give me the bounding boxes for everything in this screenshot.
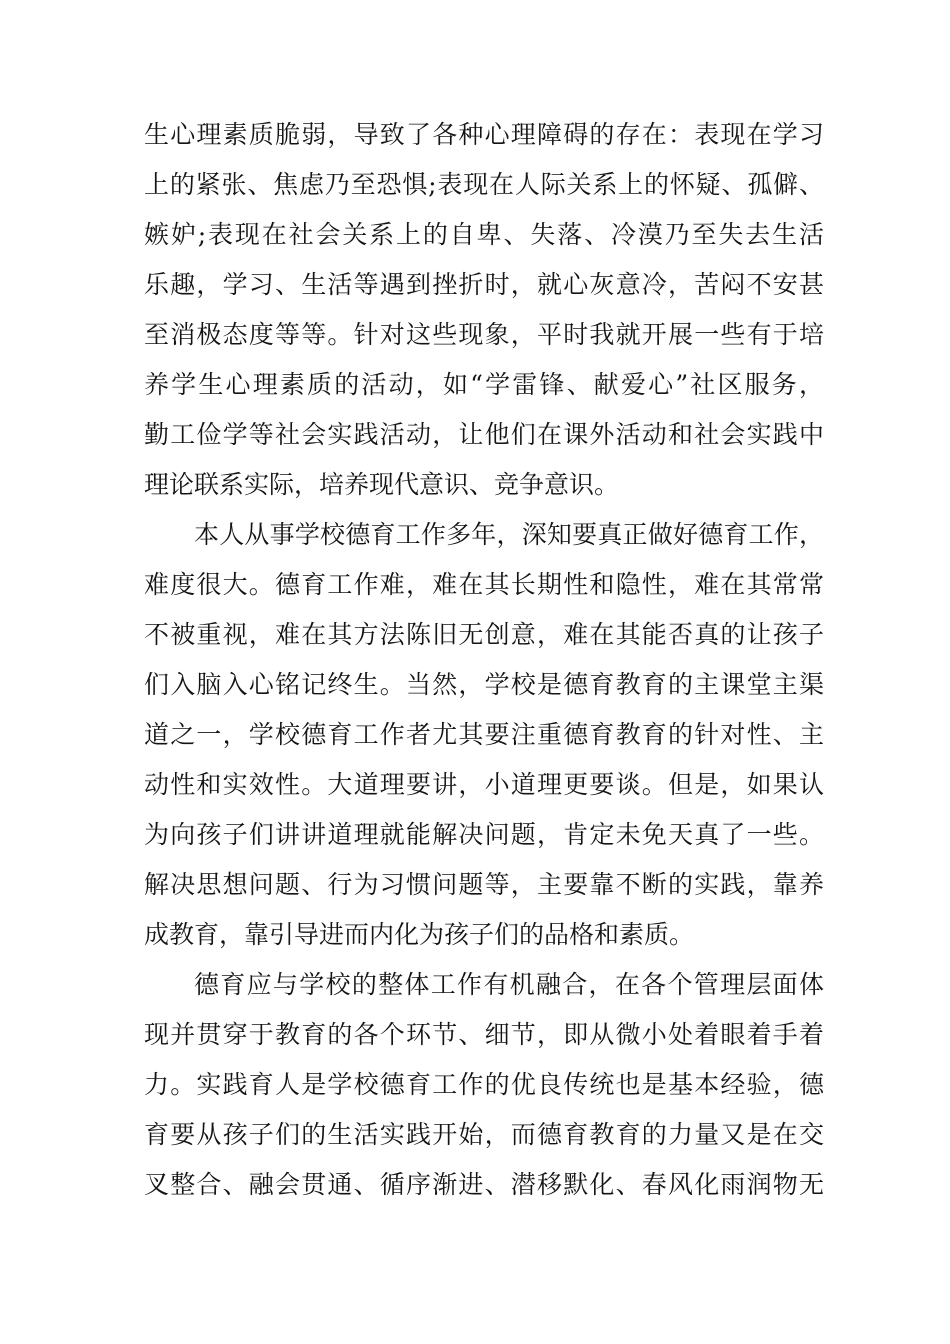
text-line: 育要从孩子们的生活实践开始，而德育教育的力量又是在交 (144, 1120, 824, 1149)
text-line: 解决思想问题、行为习惯问题等，主要靠不断的实践，靠养 (144, 870, 824, 899)
text-line: 养学生心理素质的活动，如“学雷锋、献爱心”社区服务， (144, 370, 824, 399)
text-line: 至消极态度等等。针对这些现象，平时我就开展一些有于培 (144, 320, 824, 349)
text-line: 上的紧张、焦虑乃至恐惧;表现在人际关系上的怀疑、孤僻、 (144, 170, 824, 199)
text-line: 现并贯穿于教育的各个环节、细节，即从微小处着眼着手着 (144, 1020, 824, 1049)
text-line: 为向孩子们讲讲道理就能解决问题，肯定未免天真了一些。 (144, 820, 824, 849)
text-line: 乐趣，学习、生活等遇到挫折时，就心灰意冷，苦闷不安甚 (144, 270, 824, 299)
text-line: 们入脑入心铭记终生。当然，学校是德育教育的主课堂主渠 (144, 670, 824, 699)
text-line: 道之一，学校德育工作者尤其要注重德育教育的针对性、主 (144, 720, 824, 749)
text-line: 成教育，靠引导进而内化为孩子们的品格和素质。 (144, 920, 695, 949)
text-line: 勤工俭学等社会实践活动，让他们在课外活动和社会实践中 (144, 420, 824, 449)
text-line: 力。实践育人是学校德育工作的优良传统也是基本经验，德 (144, 1070, 824, 1099)
document-body (144, 110, 824, 1210)
text-line: 动性和实效性。大道理要讲，小道理更要谈。但是，如果认 (144, 770, 824, 799)
text-line: 生心理素质脆弱，导致了各种心理障碍的存在：表现在学习 (144, 120, 824, 149)
text-line: 嫉妒;表现在社会关系上的自卑、失落、冷漠乃至失去生活 (144, 220, 824, 249)
text-line: 本人从事学校德育工作多年，深知要真正做好德育工作， (194, 520, 824, 549)
text-line: 理论联系实际，培养现代意识、竞争意识。 (144, 470, 620, 499)
text-line: 不被重视，难在其方法陈旧无创意，难在其能否真的让孩子 (144, 620, 824, 649)
text-line: 德育应与学校的整体工作有机融合，在各个管理层面体 (194, 970, 824, 999)
text-line: 难度很大。德育工作难，难在其长期性和隐性，难在其常常 (144, 570, 824, 599)
text-line: 叉整合、融会贯通、循序渐进、潜移默化、春风化雨润物无 (144, 1170, 824, 1199)
